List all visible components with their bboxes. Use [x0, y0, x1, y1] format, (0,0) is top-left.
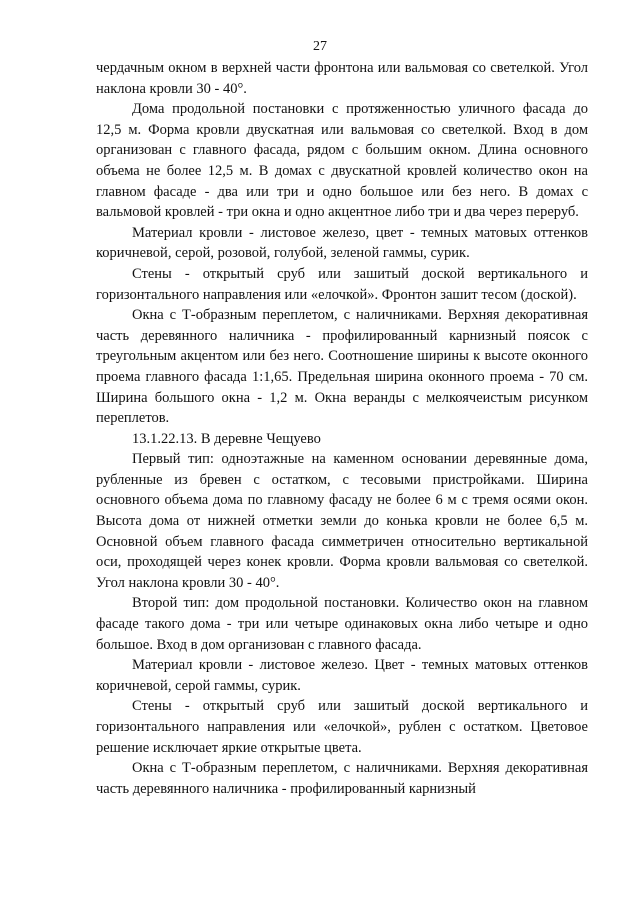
paragraph: Материал кровли - листовое железо. Цвет - темных матовых оттенков коричневой, серой гаммы, сурик.: [96, 657, 588, 694]
paragraph: Материал кровли - листовое железо, цвет - темных матовых оттенков коричневой, серой, розовой, голубой, зеленой гаммы, сурик.: [96, 224, 588, 262]
page-number: 27: [313, 39, 327, 54]
paragraph: Окна с Т-образным переплетом, с наличниками. Верхняя декоративная часть деревянного наличника - профилированный карнизный поясок с треугольным акцентом или без него. Соотношение ширины к высоте оконного проема главного фасада 1:1,65. Предельная ширина оконного проема - 70 см. Ширина большого окна - 1,2 м. Окна веранды с мелкоячеистым рисунком переплетов.: [96, 307, 588, 427]
paragraph: Стены - открытый сруб или зашитый доской вертикального и горизонтального направления или «елочкой», рублен с остатком. Цветовое решение исключает яркие открытые цвета.: [96, 698, 588, 756]
paragraph: Второй тип: дом продольной постановки. Количество окон на главном фасаде такого дома - три или четыре одинаковых окна либо четыре и одно большое. Вход в дом организован с главного фасада.: [96, 595, 588, 653]
paragraph: Стены - открытый сруб или зашитый доской вертикального и горизонтального направления или «елочкой». Фронтон зашит тесом (доской).: [96, 265, 588, 303]
paragraph-continuation: чердачным окном в верхней части фронтона или вальмовая со светелкой. Угол наклона кровли 30 - 40°.: [96, 60, 588, 97]
paragraph: Дома продольной постановки с протяженностью уличного фасада до 12,5 м. Форма кровли двускатная или вальмовая со светелкой. Вход в дом организован с главного фасада, рядом с большим окном. Длина основного объема не более 12,5 м. В домах с двускатной кровлей количество окон на главном фасаде - два или три и одно большое или без него. В домах с вальмовой кровлей - три окна и одно акцентное либо три и два через переруб.: [96, 101, 588, 221]
section-heading: 13.1.22.13. В деревне Чещуево: [132, 430, 321, 447]
paragraph: Окна с Т-образным переплетом, с наличниками. Верхняя декоративная часть деревянного наличника - профилированный карнизный: [96, 760, 588, 797]
document-body: [96, 58, 588, 799]
paragraph: Первый тип: одноэтажные на каменном основании деревянные дома, рубленные из бревен с остатком, с тесовыми пристройками. Ширина основного объема дома по главному фасаду не более 6 м с тремя осями окон. Высота дома от нижней отметки земли до конька кровли не более 6,5 м. Основной объем главного фасада симметричен относительно вертикальной оси, проходящей через конек кровли. Форма кровли вальмовая со светелкой. Угол наклона кровли 30 - 40°.: [96, 451, 588, 591]
